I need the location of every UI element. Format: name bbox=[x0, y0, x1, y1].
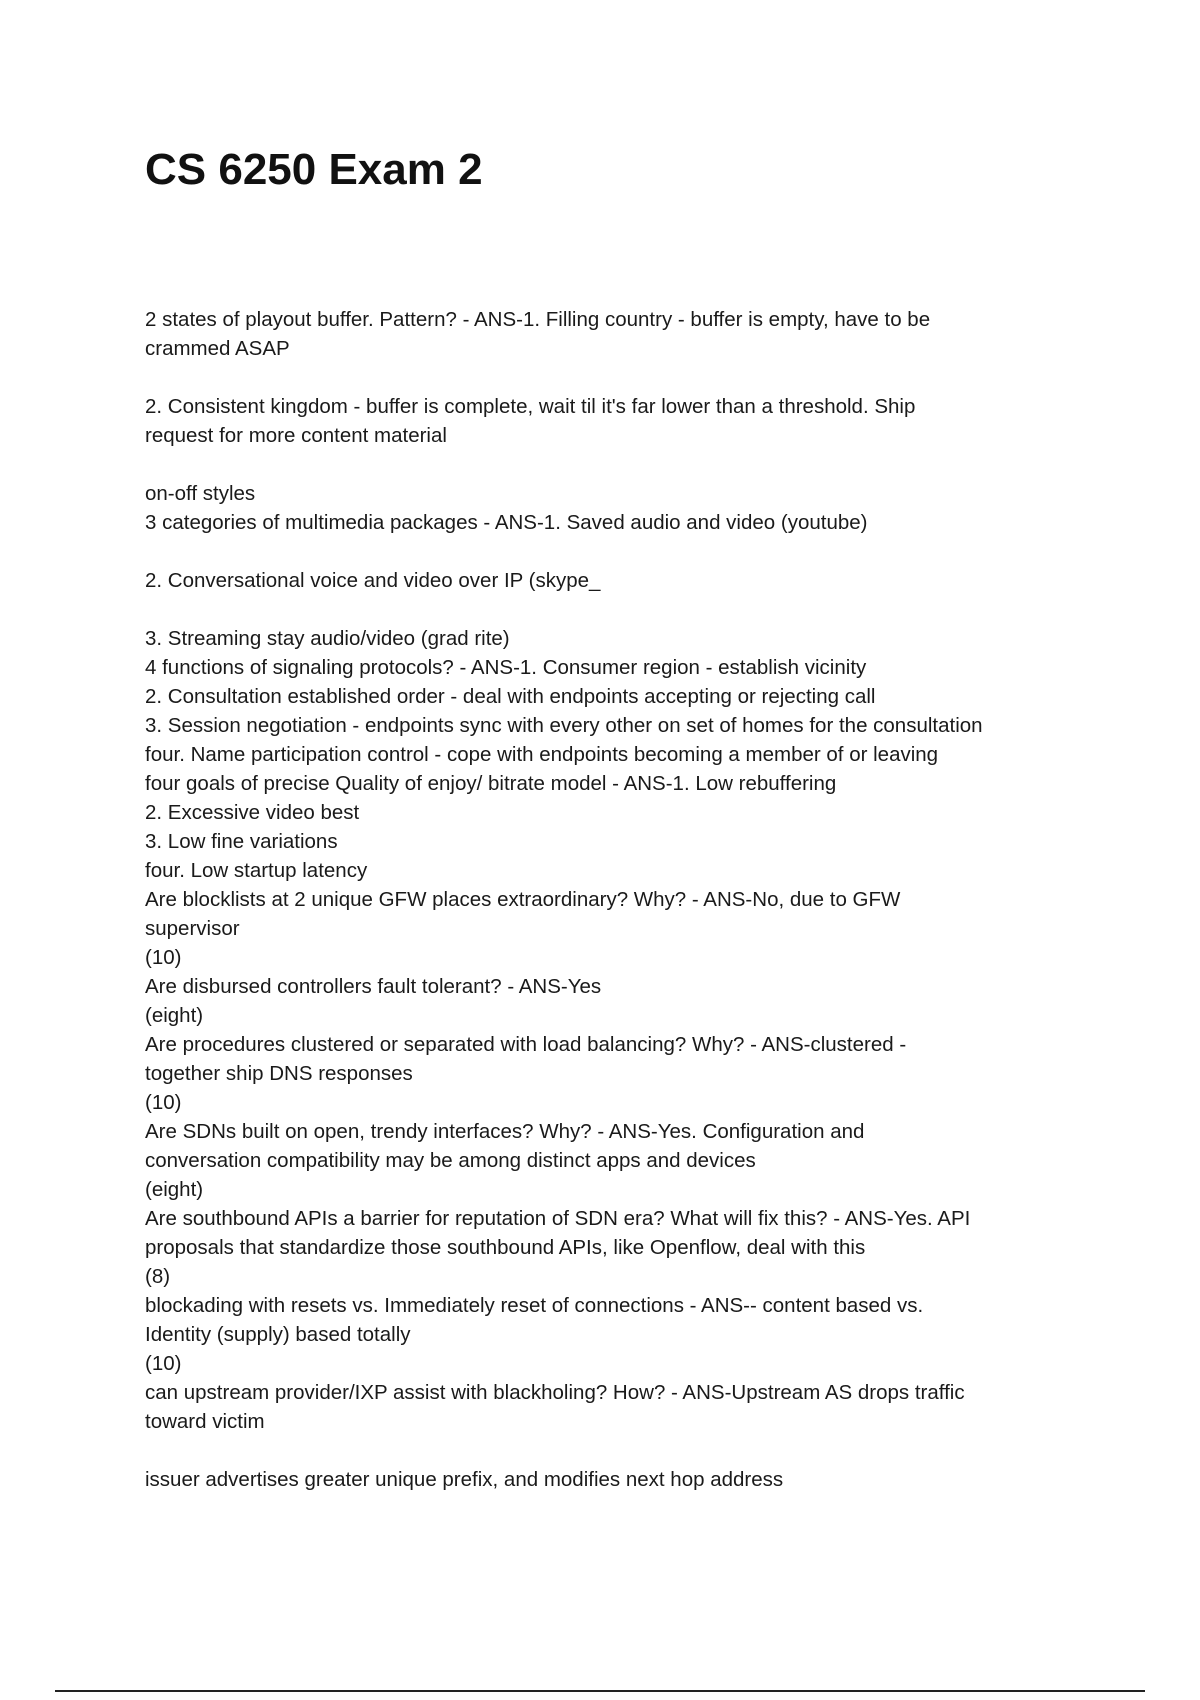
text-line: crammed ASAP bbox=[145, 337, 290, 360]
text-line: (eight) bbox=[145, 1178, 204, 1201]
text-line: issuer advertises greater unique prefix, and modifies next hop address bbox=[145, 1468, 784, 1491]
text-line: Are blocklists at 2 unique GFW places extraordinary? Why? - ANS-No, due to GFW bbox=[145, 888, 901, 911]
text-line: 2. Consistent kingdom - buffer is complete, wait til it's far lower than a threshold. Ship bbox=[145, 395, 916, 418]
footer-divider bbox=[55, 1690, 1145, 1692]
text-line: 3. Session negotiation - endpoints sync with every other on set of homes for the consultation bbox=[145, 714, 983, 737]
text-line: can upstream provider/IXP assist with blackholing? How? - ANS-Upstream AS drops traffic bbox=[145, 1381, 965, 1404]
text-line: (10) bbox=[145, 1091, 182, 1114]
blank-line bbox=[145, 1436, 1065, 1465]
text-line: 2. Excessive video best bbox=[145, 801, 360, 824]
blank-line bbox=[145, 450, 1065, 479]
text-line: blockading with resets vs. Immediately reset of connections - ANS-- content based vs. bbox=[145, 1294, 924, 1317]
text-line: 3. Low fine variations bbox=[145, 830, 338, 853]
page-title: CS 6250 Exam 2 bbox=[145, 145, 483, 194]
text-line: 4 functions of signaling protocols? - ANS-1. Consumer region - establish vicinity bbox=[145, 656, 867, 679]
text-line: (eight) bbox=[145, 1004, 204, 1027]
text-line: Are SDNs built on open, trendy interfaces? Why? - ANS-Yes. Configuration and bbox=[145, 1120, 865, 1143]
text-line: 2. Consultation established order - deal with endpoints accepting or rejecting call bbox=[145, 685, 876, 708]
text-line: 3 categories of multimedia packages - ANS-1. Saved audio and video (youtube) bbox=[145, 511, 868, 534]
text-line: Are southbound APIs a barrier for reputation of SDN era? What will fix this? - ANS-Yes. API bbox=[145, 1207, 971, 1230]
text-line: 2 states of playout buffer. Pattern? - ANS-1. Filling country - buffer is empty, have to be bbox=[145, 308, 931, 331]
text-line: together ship DNS responses bbox=[145, 1062, 413, 1085]
blank-line bbox=[145, 363, 1065, 392]
text-line: (10) bbox=[145, 1352, 182, 1375]
text-line: toward victim bbox=[145, 1410, 265, 1433]
document-body bbox=[145, 305, 1065, 1494]
text-line: (10) bbox=[145, 946, 182, 969]
text-line: Are disbursed controllers fault tolerant? - ANS-Yes bbox=[145, 975, 602, 998]
text-line: 3. Streaming stay audio/video (grad rite) bbox=[145, 627, 510, 650]
text-line: Identity (supply) based totally bbox=[145, 1323, 411, 1346]
text-line: proposals that standardize those southbound APIs, like Openflow, deal with this bbox=[145, 1236, 866, 1259]
text-line: supervisor bbox=[145, 917, 240, 940]
text-line: four goals of precise Quality of enjoy/ bitrate model - ANS-1. Low rebuffering bbox=[145, 772, 837, 795]
text-line: 2. Conversational voice and video over IP (skype_ bbox=[145, 569, 601, 592]
text-line: conversation compatibility may be among distinct apps and devices bbox=[145, 1149, 756, 1172]
text-line: Are procedures clustered or separated with load balancing? Why? - ANS-clustered - bbox=[145, 1033, 907, 1056]
text-line: request for more content material bbox=[145, 424, 447, 447]
text-line: (8) bbox=[145, 1265, 171, 1288]
text-line: four. Name participation control - cope with endpoints becoming a member of or leaving bbox=[145, 743, 939, 766]
blank-line bbox=[145, 595, 1065, 624]
blank-line bbox=[145, 537, 1065, 566]
text-line: four. Low startup latency bbox=[145, 859, 368, 882]
text-line: on-off styles bbox=[145, 482, 256, 505]
